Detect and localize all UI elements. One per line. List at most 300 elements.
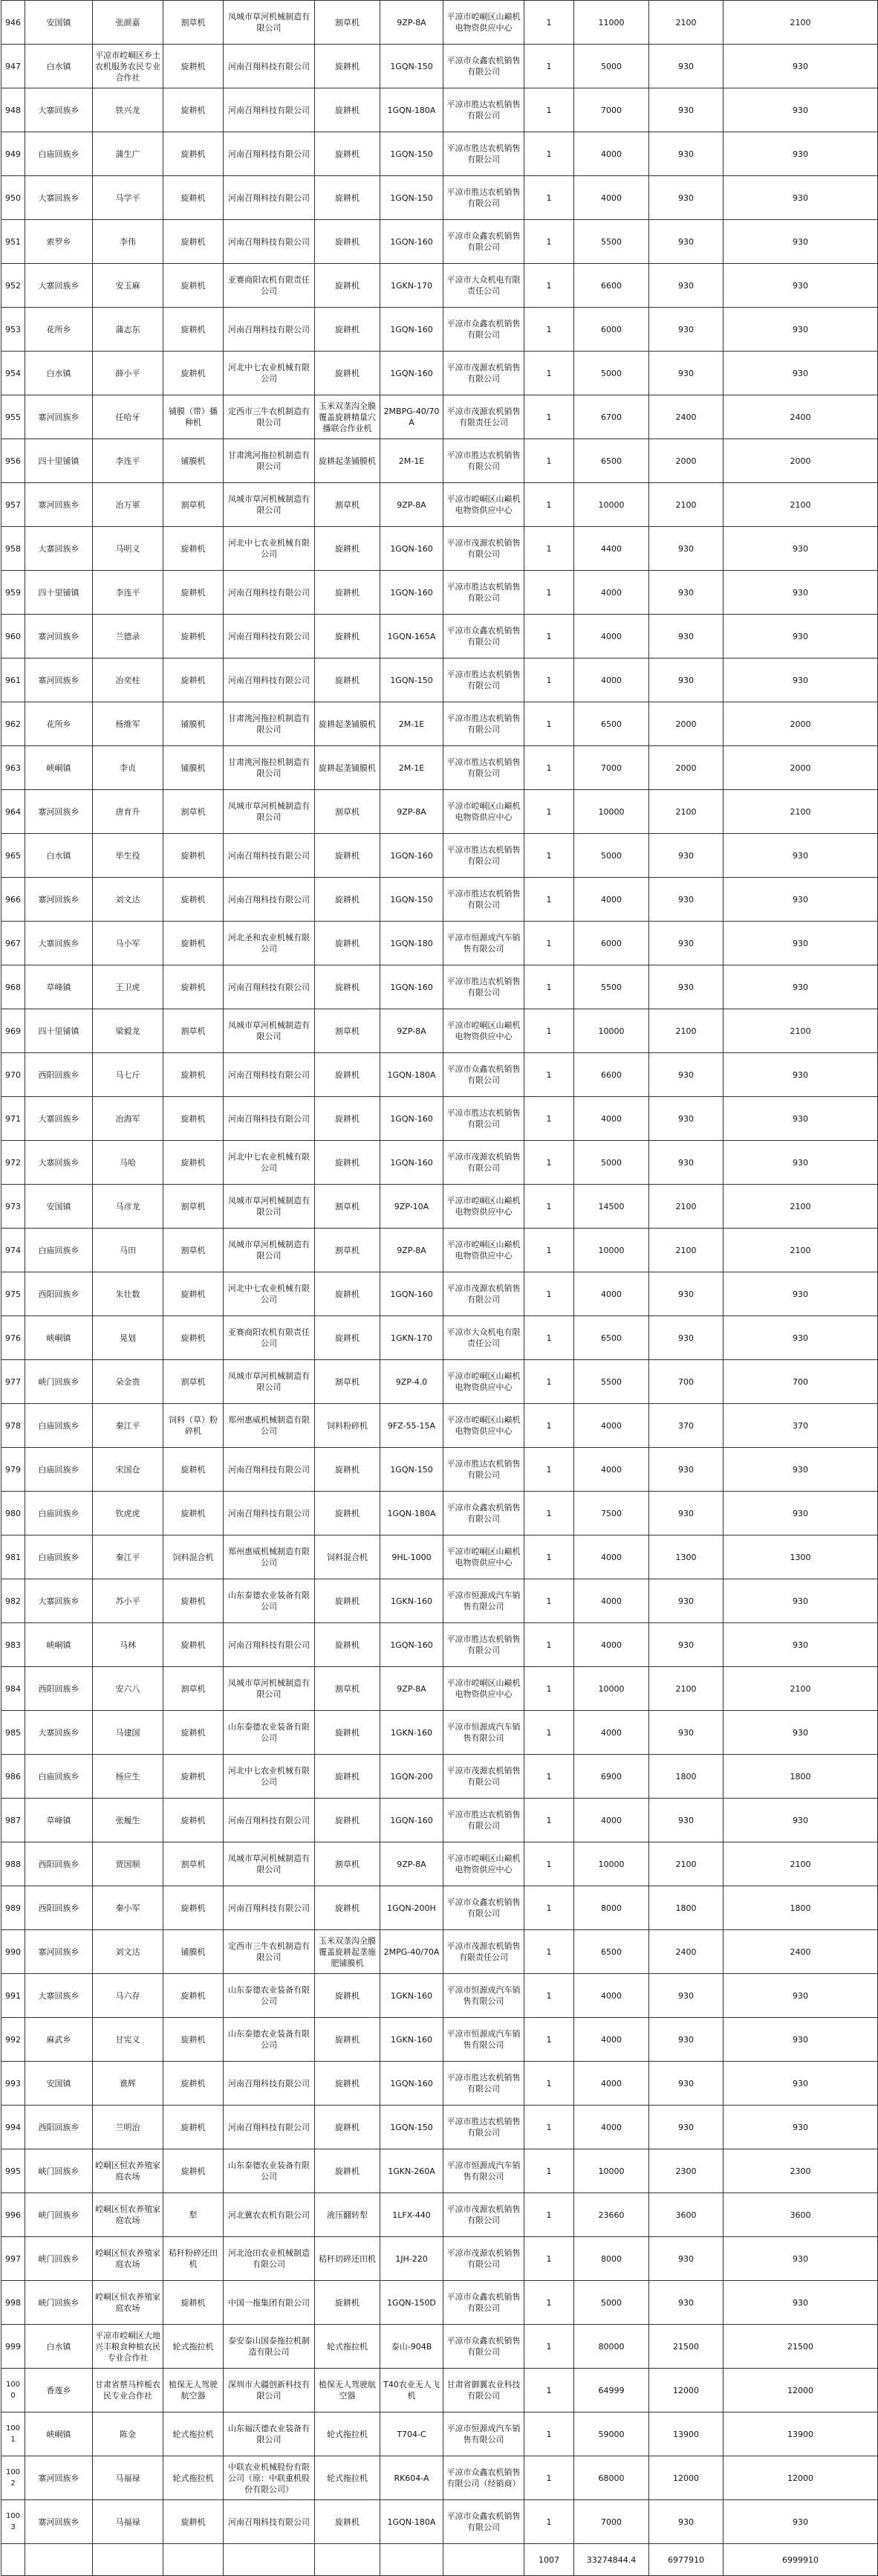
sale-price-cell: 4000 [574,132,649,176]
model-cell: 1GQN-150 [380,45,443,88]
subsidy-total-cell: 930 [723,2106,878,2149]
manufacturer-cell: 凤城市草河机械制造有限公司 [224,790,315,834]
dealer-cell: 平凉市茂源农机销售有限公司 [443,2237,524,2281]
model-cell: T704-C [380,2412,443,2456]
model-cell: T40农业无人飞机 [380,2369,443,2412]
row-number-cell: 968 [1,965,25,1009]
row-number-cell: 1002 [1,2456,25,2500]
buyer-name-cell: 平凉市崆峒区大地兴丰粮食种植农民专业合作社 [93,2325,163,2369]
township-cell: 白水镇 [25,834,93,878]
subsidy-total-cell: 930 [723,2062,878,2106]
row-number-cell: 955 [1,395,25,439]
manufacturer-cell: 凤城市草河机械制造有限公司 [224,1667,315,1711]
machine-category-cell: 旋耕机 [163,132,224,176]
sale-price-cell: 4000 [574,658,649,702]
quantity-cell: 1 [524,922,574,965]
subsidy-total-cell: 12000 [723,2369,878,2412]
sale-price-cell: 4000 [574,176,649,220]
subsidy-amount-cell: 1800 [649,1755,723,1799]
township-cell: 峡峒镇 [25,1316,93,1360]
quantity-cell: 1 [524,1535,574,1579]
buyer-name-cell: 钦虎虎 [93,1492,163,1535]
table-row [1,1535,878,1579]
manufacturer-cell: 河南召翔科技有限公司 [224,658,315,702]
dealer-cell: 平凉市恒源成汽车销售有限公司 [443,2018,524,2062]
subsidy-amount-cell: 930 [649,45,723,88]
table-row [1,1272,878,1316]
manufacturer-cell: 山东泰德农业装备有限公司 [224,1711,315,1755]
buyer-name-cell: 马七斤 [93,1053,163,1097]
manufacturer-cell: 山东泰德农业装备有限公司 [224,2018,315,2062]
row-number-cell: 982 [1,1579,25,1623]
quantity-cell: 1 [524,1404,574,1448]
manufacturer-cell: 亚赛商阳农机有限责任公司 [224,264,315,308]
product-name-cell: 旋耕机 [315,922,380,965]
sale-price-cell: 5500 [574,965,649,1009]
model-cell: 2MPG-40/70A [380,1930,443,1974]
dealer-cell: 平凉市胜达农机销售有限公司 [443,878,524,922]
quantity-cell: 1 [524,2325,574,2369]
township-cell: 峡峒镇 [25,1623,93,1667]
table-row [1,965,878,1009]
row-number-cell: 946 [1,1,25,45]
table-row [1,1755,878,1799]
table-row [1,1886,878,1930]
buyer-name-cell: 崆峒区恒农养殖家庭农场 [93,2237,163,2281]
table-row [1,527,878,571]
quantity-cell: 1 [524,1,574,45]
buyer-name-cell: 张颜嘉 [93,1,163,45]
manufacturer-cell: 河南召翔科技有限公司 [224,1623,315,1667]
subsidy-total-cell: 2100 [723,1009,878,1053]
manufacturer-cell: 河南召翔科技有限公司 [224,1799,315,1842]
machine-category-cell: 铺膜机 [163,439,224,483]
empty-total-cell [380,2544,443,2576]
dealer-cell: 平凉市胜达农机销售有限公司 [443,132,524,176]
quantity-cell: 1 [524,1009,574,1053]
township-cell: 白水镇 [25,352,93,395]
product-name-cell: 旋耕机 [315,658,380,702]
subsidy-amount-cell: 370 [649,1404,723,1448]
quantity-cell: 1 [524,2369,574,2412]
row-number-cell: 983 [1,1623,25,1667]
quantity-cell: 1 [524,176,574,220]
row-number-cell: 975 [1,1272,25,1316]
sale-price-cell: 80000 [574,2325,649,2369]
product-name-cell: 割草机 [315,1667,380,1711]
subsidy-total-cell: 2000 [723,439,878,483]
model-cell: 2M-1E [380,702,443,746]
table-row [1,1185,878,1229]
table-row [1,1316,878,1360]
table-row [1,878,878,922]
row-number-cell: 995 [1,2149,25,2193]
subsidy-amount-cell: 930 [649,1448,723,1492]
machine-category-cell: 旋耕机 [163,922,224,965]
subsidy-total-cell: 930 [723,527,878,571]
machine-category-cell: 旋耕机 [163,2149,224,2193]
dealer-cell: 平凉市崆峒区山巅机电物资供应中心 [443,1229,524,1272]
model-cell: 1GKN-160 [380,1711,443,1755]
buyer-name-cell: 刘文达 [93,1930,163,1974]
product-name-cell: 旋耕机 [315,2500,380,2544]
buyer-name-cell: 毕生役 [93,834,163,878]
subsidy-amount-cell: 930 [649,2018,723,2062]
row-number-cell: 993 [1,2062,25,2106]
subsidy-amount-cell: 13900 [649,2412,723,2456]
model-cell: 2M-1E [380,439,443,483]
sale-price-cell: 6600 [574,264,649,308]
township-cell: 安国镇 [25,1,93,45]
township-cell: 寨河回族乡 [25,658,93,702]
table-row [1,702,878,746]
table-row [1,2369,878,2412]
dealer-cell: 甘肃省御翼农业科技有限公司 [443,2369,524,2412]
township-cell: 峡峒镇 [25,2412,93,2456]
township-cell: 安国镇 [25,2062,93,2106]
township-cell: 花所乡 [25,308,93,352]
row-number-cell: 956 [1,439,25,483]
buyer-name-cell: 贾国顺 [93,1842,163,1886]
row-number-cell: 952 [1,264,25,308]
township-cell: 寨河回族乡 [25,483,93,527]
product-name-cell: 饲料混合机 [315,1535,380,1579]
manufacturer-cell: 泰安泰山国泰拖拉机制造有限公司 [224,2325,315,2369]
model-cell: 1GQN-160 [380,1799,443,1842]
table-row [1,922,878,965]
row-number-cell: 999 [1,2325,25,2369]
dealer-cell: 平凉市胜达农机销售有限公司 [443,439,524,483]
subsidy-amount-cell: 930 [649,2500,723,2544]
row-number-cell: 967 [1,922,25,965]
machine-category-cell: 旋耕机 [163,965,224,1009]
manufacturer-cell: 河北圣和农业机械有限公司 [224,922,315,965]
product-name-cell: 旋耕机 [315,965,380,1009]
table-row [1,2281,878,2325]
buyer-name-cell: 冶海军 [93,1097,163,1141]
buyer-name-cell: 薛小平 [93,352,163,395]
township-cell: 西阳回族乡 [25,2106,93,2149]
sale-price-cell: 4000 [574,1711,649,1755]
product-name-cell: 旋耕机 [315,1053,380,1097]
row-number-cell: 990 [1,1930,25,1974]
quantity-total-cell: 1007 [524,2544,574,2576]
product-name-cell: 旋耕机 [315,1974,380,2018]
dealer-cell: 平凉市恒源成汽车销售有限公司 [443,1579,524,1623]
quantity-cell: 1 [524,2106,574,2149]
township-cell: 白庙回族乡 [25,1229,93,1272]
quantity-cell: 1 [524,702,574,746]
product-name-cell: 割草机 [315,1185,380,1229]
quantity-cell: 1 [524,1272,574,1316]
table-body [1,1,878,2576]
model-cell: 9ZP-8A [380,1667,443,1711]
dealer-cell: 平凉市众鑫农机销售有限公司 [443,1886,524,1930]
model-cell: 1GQN-160 [380,834,443,878]
buyer-name-cell: 朱壮数 [93,1272,163,1316]
dealer-cell: 平凉市崆峒区山巅机电物资供应中心 [443,1535,524,1579]
sale-price-cell: 4000 [574,1272,649,1316]
machine-category-cell: 旋耕机 [163,264,224,308]
product-name-cell: 轮式拖拉机 [315,2412,380,2456]
manufacturer-cell: 河南召翔科技有限公司 [224,45,315,88]
subsidy-total-cell: 930 [723,264,878,308]
table-row [1,1009,878,1053]
subsidy-total-cell: 930 [723,965,878,1009]
quantity-cell: 1 [524,1053,574,1097]
row-number-cell: 972 [1,1141,25,1185]
township-cell: 四十里铺镇 [25,439,93,483]
model-cell: 9ZP-4.0 [380,1360,443,1404]
dealer-cell: 平凉市众鑫农机销售有限公司 [443,1053,524,1097]
township-cell: 四十里铺镇 [25,1009,93,1053]
product-name-cell: 旋耕机 [315,352,380,395]
township-cell: 白庙回族乡 [25,1535,93,1579]
township-cell: 白庙回族乡 [25,1448,93,1492]
subsidy-amount-cell: 930 [649,1623,723,1667]
row-number-cell: 950 [1,176,25,220]
table-row [1,2062,878,2106]
township-cell: 安国镇 [25,1185,93,1229]
manufacturer-cell: 亚赛商阳农机有限责任公司 [224,1316,315,1360]
model-cell: 2MBPG-40/70A [380,395,443,439]
table-row [1,790,878,834]
model-cell: 1GQN-160 [380,527,443,571]
township-cell: 峡门回族乡 [25,1360,93,1404]
model-cell: 1GKN-160 [380,2018,443,2062]
machine-category-cell: 割草机 [163,483,224,527]
table-row [1,264,878,308]
product-name-cell: 秸秆切碎还田机 [315,2237,380,2281]
buyer-name-cell: 平凉市崆峒区乡土农机服务农民专业合作社 [93,45,163,88]
township-cell: 白庙回族乡 [25,132,93,176]
subsidy-total-cell: 930 [723,1623,878,1667]
township-cell: 白水镇 [25,45,93,88]
product-name-cell: 旋耕机 [315,132,380,176]
quantity-cell: 1 [524,965,574,1009]
product-name-cell: 旋耕机 [315,878,380,922]
model-cell: 1GQN-180A [380,2500,443,2544]
subsidy-amount-cell: 12000 [649,2456,723,2500]
sale-price-cell: 5000 [574,352,649,395]
subsidy-amount-cell: 930 [649,132,723,176]
buyer-name-cell: 兰明治 [93,2106,163,2149]
product-name-cell: 旋耕机 [315,1097,380,1141]
subsidy-total-cell: 930 [723,834,878,878]
model-cell: 1GQN-150D [380,2281,443,2325]
manufacturer-cell: 郑州惠威机械制造有限公司 [224,1535,315,1579]
model-cell: 1GQN-180A [380,1053,443,1097]
township-cell: 峡门回族乡 [25,2237,93,2281]
product-name-cell: 轮式拖拉机 [315,2325,380,2369]
dealer-cell: 平凉市胜达农机销售有限公司 [443,834,524,878]
model-cell: 1GKN-160 [380,1579,443,1623]
row-number-cell: 986 [1,1755,25,1799]
subsidy-amount-cell: 930 [649,2281,723,2325]
subsidy-a-total-cell: 6977910 [649,2544,723,2576]
township-cell: 大寨回族乡 [25,88,93,132]
row-number-cell: 948 [1,88,25,132]
dealer-cell: 平凉市崆峒区山巅机电物资供应中心 [443,1360,524,1404]
machine-category-cell: 旋耕机 [163,1886,224,1930]
buyer-name-cell: 李连平 [93,571,163,615]
subsidy-table [1,0,878,2576]
row-number-cell: 966 [1,878,25,922]
buyer-name-cell: 马彦龙 [93,1185,163,1229]
buyer-name-cell: 秦小军 [93,1886,163,1930]
township-cell: 寨河回族乡 [25,615,93,658]
model-cell: 9ZP-8A [380,790,443,834]
model-cell: RK604-A [380,2456,443,2500]
quantity-cell: 1 [524,2412,574,2456]
table-row [1,1974,878,2018]
model-cell: 1GKN-170 [380,264,443,308]
model-cell: 1GQN-160 [380,571,443,615]
subsidy-total-cell: 2100 [723,483,878,527]
table-row [1,2412,878,2456]
table-row [1,658,878,702]
product-name-cell: 旋耕起垄铺膜机 [315,746,380,790]
sale-price-cell: 4000 [574,1623,649,1667]
subsidy-total-cell: 930 [723,1097,878,1141]
sale-price-cell: 4000 [574,878,649,922]
sale-price-cell: 5000 [574,45,649,88]
manufacturer-cell: 河南召翔科技有限公司 [224,132,315,176]
buyer-name-cell: 梁毅龙 [93,1009,163,1053]
dealer-cell: 平凉市恒源成汽车销售有限公司 [443,1974,524,2018]
township-cell: 寨河回族乡 [25,395,93,439]
table-row [1,308,878,352]
buyer-name-cell: 晃划 [93,1316,163,1360]
manufacturer-cell: 中国一拖集团有限公司 [224,2281,315,2325]
dealer-cell: 平凉市众鑫农机销售有限公司 [443,2281,524,2325]
sale-price-cell: 5000 [574,834,649,878]
row-number-cell: 998 [1,2281,25,2325]
model-cell: 1GQN-200H [380,1886,443,1930]
product-name-cell: 轮式拖拉机 [315,2456,380,2500]
subsidy-amount-cell: 930 [649,1799,723,1842]
product-name-cell: 旋耕机 [315,834,380,878]
quantity-cell: 1 [524,2062,574,2106]
dealer-cell: 平凉市崆峒区山巅机电物资供应中心 [443,483,524,527]
township-cell: 大寨回族乡 [25,527,93,571]
manufacturer-cell: 河南召翔科技有限公司 [224,2500,315,2544]
township-cell: 白庙回族乡 [25,1755,93,1799]
dealer-cell: 平凉市胜达农机销售有限公司 [443,1623,524,1667]
subsidy-total-cell: 1800 [723,1886,878,1930]
sale-price-cell: 4000 [574,1535,649,1579]
dealer-cell: 平凉市胜达农机销售有限公司 [443,571,524,615]
product-name-cell: 旋耕机 [315,1579,380,1623]
product-name-cell: 割草机 [315,483,380,527]
buyer-name-cell: 兰德录 [93,615,163,658]
quantity-cell: 1 [524,1799,574,1842]
buyer-name-cell: 安玉麻 [93,264,163,308]
quantity-cell: 1 [524,439,574,483]
buyer-name-cell: 马建国 [93,1711,163,1755]
table-row [1,1579,878,1623]
model-cell: 9ZP-8A [380,1,443,45]
township-cell: 四十里铺镇 [25,571,93,615]
model-cell: 1GQN-160 [380,1623,443,1667]
row-number-cell: 984 [1,1667,25,1711]
subsidy-total-cell: 930 [723,1053,878,1097]
subsidy-amount-cell: 930 [649,878,723,922]
model-cell: 1GQN-160 [380,220,443,264]
manufacturer-cell: 河南召翔科技有限公司 [224,878,315,922]
quantity-cell: 1 [524,2237,574,2281]
table-row [1,1229,878,1272]
subsidy-total-cell: 930 [723,352,878,395]
row-number-cell: 949 [1,132,25,176]
township-cell: 大寨回族乡 [25,1141,93,1185]
sale-price-cell: 11000 [574,1,649,45]
dealer-cell: 平凉市众鑫农机销售有限公司 [443,220,524,264]
township-cell: 峡门回族乡 [25,2193,93,2237]
model-cell: 1GQN-200 [380,1755,443,1799]
table-row [1,2325,878,2369]
subsidy-total-cell: 930 [723,571,878,615]
subsidy-amount-cell: 930 [649,527,723,571]
subsidy-total-cell: 1300 [723,1535,878,1579]
machine-category-cell: 割草机 [163,1360,224,1404]
row-number-cell: 962 [1,702,25,746]
dealer-cell: 平凉市茂源农机销售有限公司 [443,1141,524,1185]
product-name-cell: 旋耕起垄铺膜机 [315,702,380,746]
table-row [1,1842,878,1886]
table-row [1,615,878,658]
subsidy-total-cell: 370 [723,1404,878,1448]
township-cell: 草峰镇 [25,965,93,1009]
machine-category-cell: 铺膜机 [163,1930,224,1974]
table-row [1,1492,878,1535]
machine-category-cell: 旋耕机 [163,1316,224,1360]
manufacturer-cell: 河南召翔科技有限公司 [224,2106,315,2149]
machine-category-cell: 饲料（草）粉碎机 [163,1404,224,1448]
township-cell: 花所乡 [25,702,93,746]
sale-price-cell: 6500 [574,1930,649,1974]
subsidy-total-cell: 2100 [723,1229,878,1272]
machine-category-cell: 割草机 [163,1185,224,1229]
manufacturer-cell: 甘肃洮河拖拉机制造有限公司 [224,746,315,790]
dealer-cell: 平凉市众鑫农机销售有限公司 [443,308,524,352]
subsidy-total-cell: 21500 [723,2325,878,2369]
subsidy-total-cell: 930 [723,2281,878,2325]
quantity-cell: 1 [524,483,574,527]
subsidy-amount-cell: 930 [649,1097,723,1141]
township-cell: 索罗乡 [25,220,93,264]
dealer-cell: 平凉市崆峒区山巅机电物资供应中心 [443,1667,524,1711]
product-name-cell: 植保无人驾驶航空器 [315,2369,380,2412]
sale-price-cell: 6500 [574,439,649,483]
dealer-cell: 平凉市胜达农机销售有限公司 [443,702,524,746]
empty-total-cell [25,2544,93,2576]
quantity-cell: 1 [524,1623,574,1667]
subsidy-amount-cell: 12000 [649,2369,723,2412]
manufacturer-cell: 定西市三牛农机制造有限公司 [224,1930,315,1974]
subsidy-total-cell: 700 [723,1360,878,1404]
machine-category-cell: 旋耕机 [163,1755,224,1799]
model-cell: 1JH-220 [380,2237,443,2281]
model-cell: 1GQN-160 [380,308,443,352]
buyer-name-cell: 马学平 [93,176,163,220]
subsidy-total-cell: 2000 [723,702,878,746]
machine-category-cell: 旋耕机 [163,571,224,615]
manufacturer-cell: 河南召翔科技有限公司 [224,965,315,1009]
table-row [1,1141,878,1185]
row-number-cell: 991 [1,1974,25,2018]
subsidy-amount-cell: 930 [649,1053,723,1097]
